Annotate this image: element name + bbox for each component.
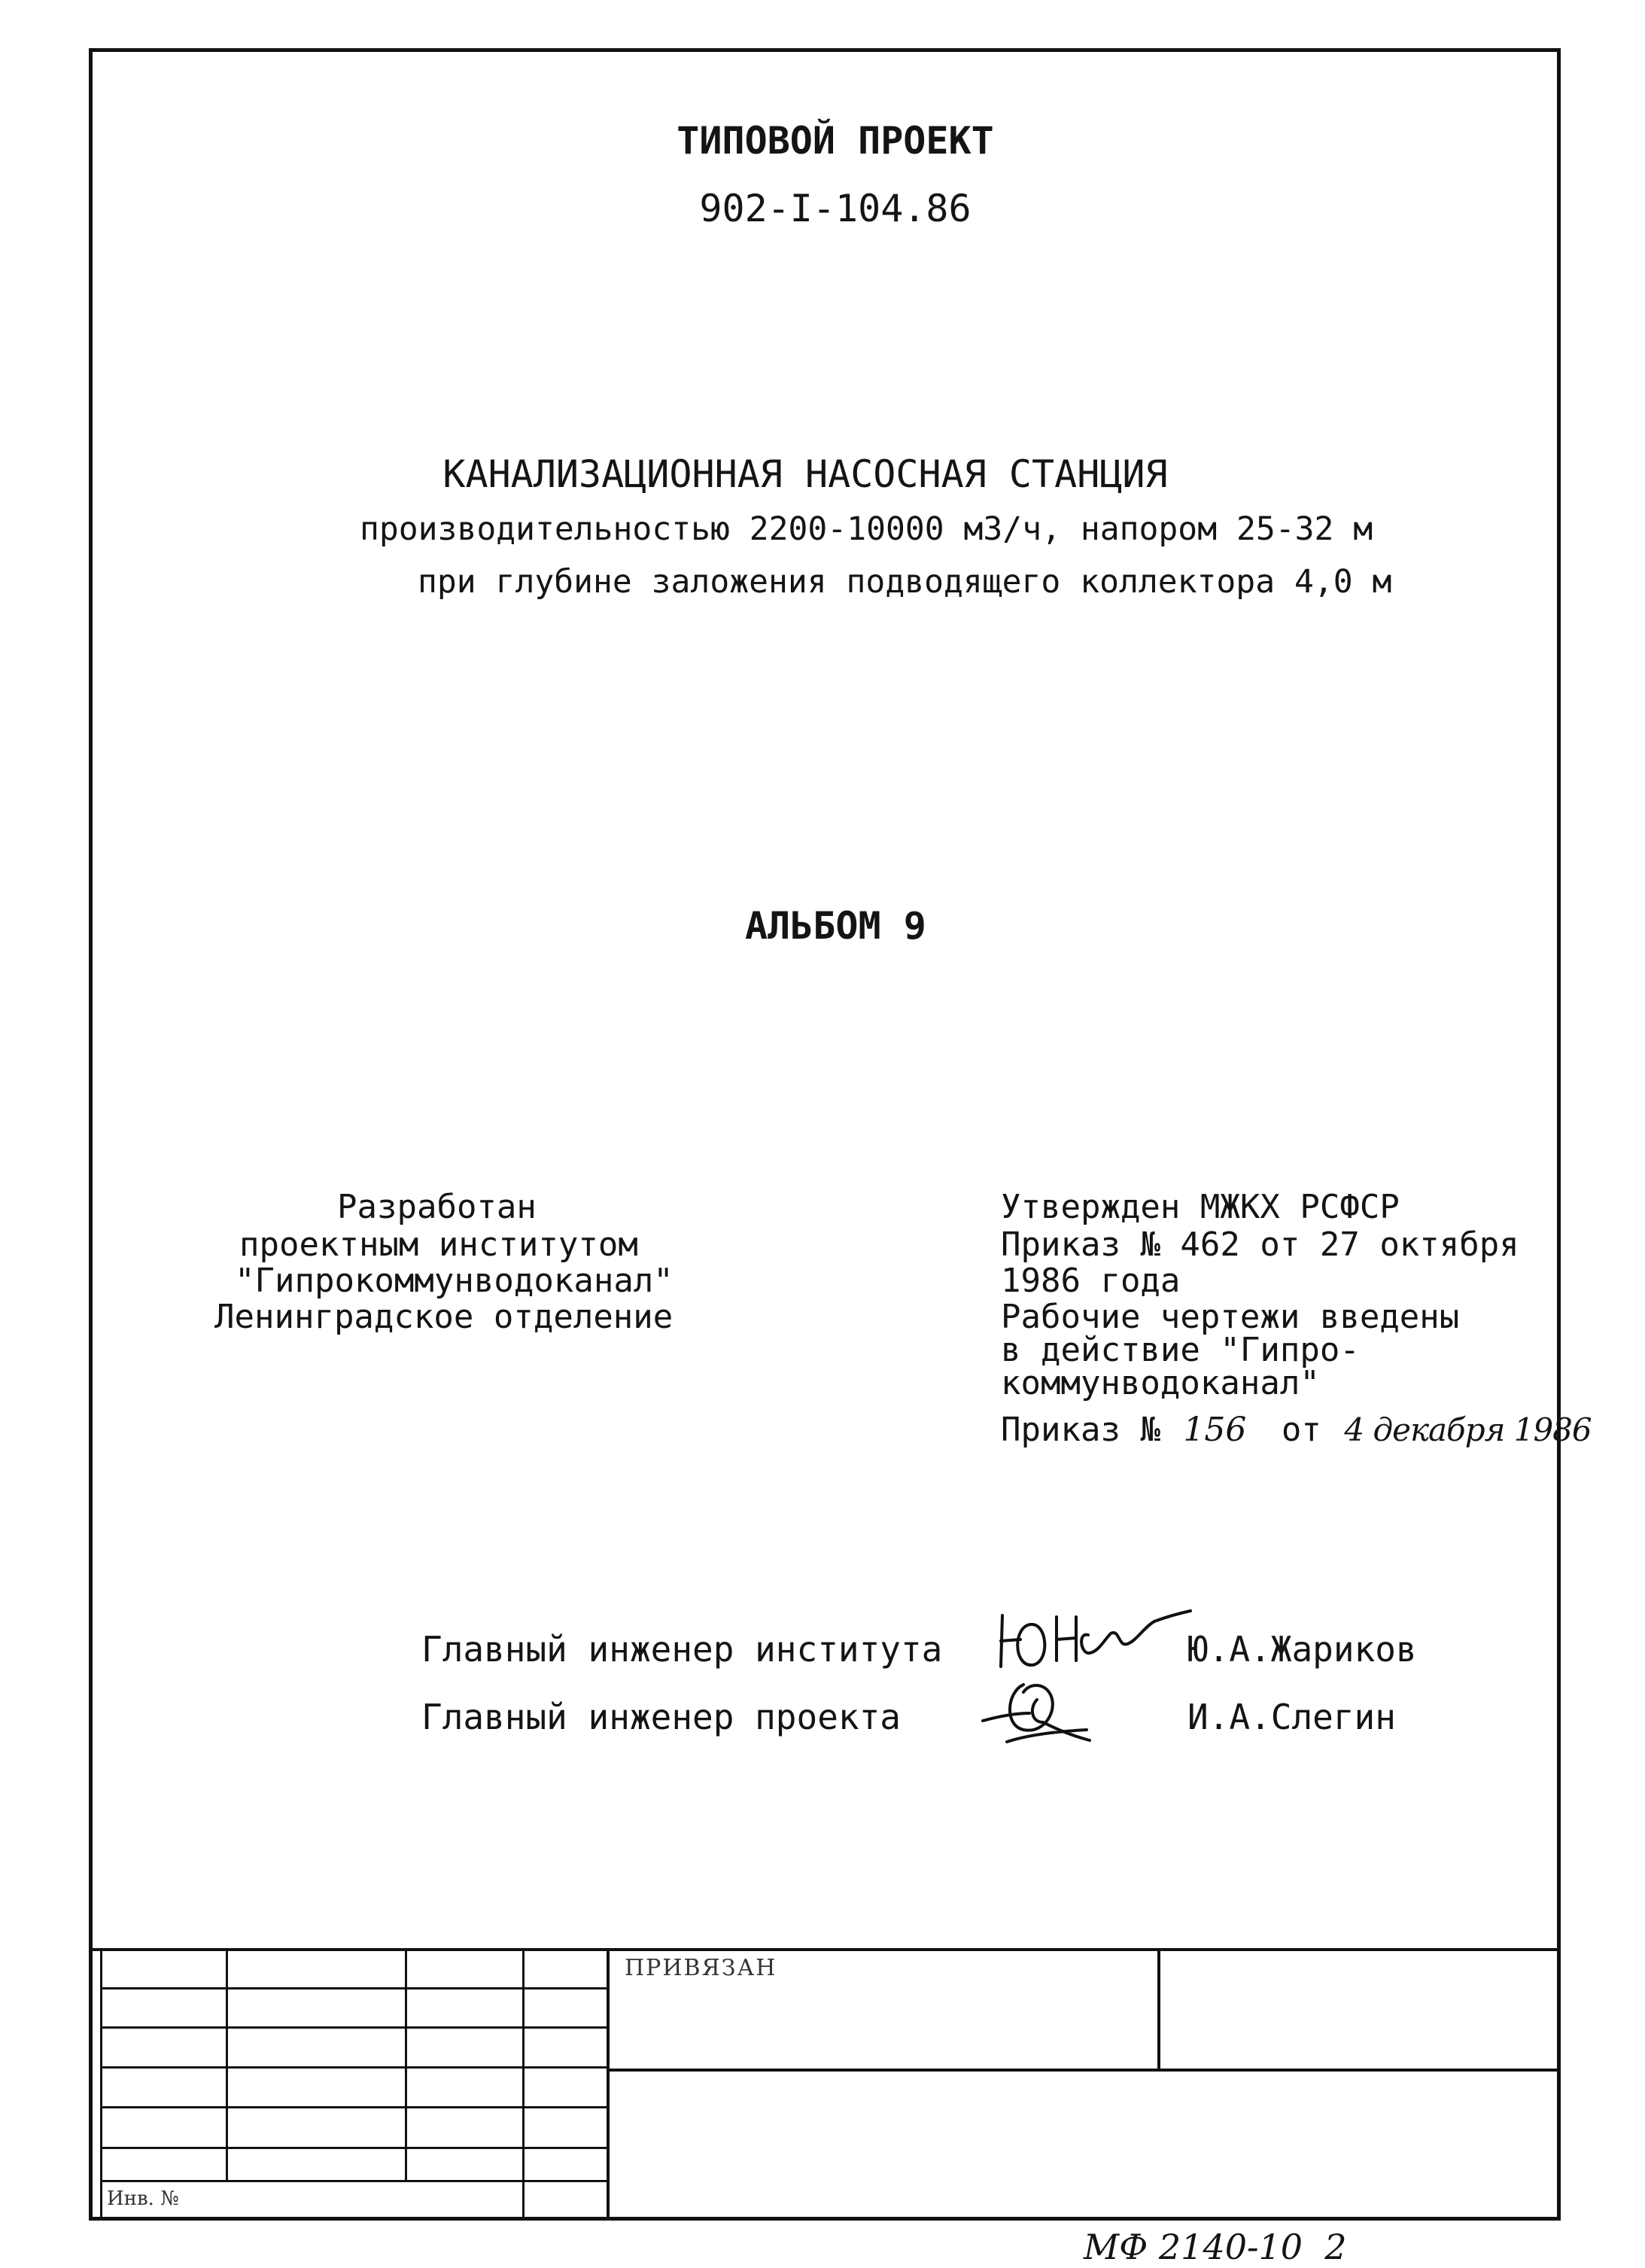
signature-name-1: Ю.А.Жариков: [1187, 1629, 1417, 1670]
signature-mark-chief-engineer-project: [977, 1670, 1105, 1752]
stamp-row-line-1: [100, 1987, 607, 1989]
approval-line-3: 1986 года: [1001, 1262, 1181, 1300]
developer-line-4: Ленинградское отделение: [214, 1298, 674, 1336]
developer-line-1: Разработан: [337, 1188, 537, 1226]
order-from: от: [1281, 1411, 1321, 1449]
approval-line-1: Утвержден МЖКХ РСФСР: [1001, 1188, 1400, 1226]
approval-line-2: Приказ № 462 от 27 октября: [1001, 1225, 1519, 1264]
project-number: 902-I-104.86: [699, 187, 971, 230]
stamp-inv-label: Инв. №: [107, 2187, 179, 2210]
approval-line-4: Рабочие чертежи введены: [1001, 1298, 1460, 1336]
station-title: КАНАЛИЗАЦИОННАЯ НАСОСНАЯ СТАНЦИЯ: [442, 452, 1168, 496]
stamp-col-line-2: [405, 1948, 407, 2181]
order-number-handwritten: 156: [1183, 1411, 1247, 1449]
capacity-line: производительностью 2200-10000 м3/ч, напором 25-32 м: [360, 510, 1373, 548]
approval-line-5: в действие "Гипро-: [1001, 1331, 1360, 1369]
depth-line: при глубине заложения подводящего коллектора 4,0 м: [418, 563, 1392, 601]
signature-role-1: Главный инженер института: [421, 1629, 943, 1670]
frame-bottom: [89, 2217, 1561, 2221]
stamp-left-edge: [100, 1948, 102, 2219]
frame-right: [1557, 48, 1561, 2221]
stamp-row-line-3: [100, 2066, 607, 2069]
signature-mark-chief-engineer-institute: [993, 1594, 1197, 1677]
developer-line-3: "Гипрокоммунводоканал": [235, 1262, 674, 1300]
developer-line-2: проектным институтом: [239, 1225, 638, 1264]
album-label: АЛЬБОМ 9: [745, 904, 926, 948]
stamp-row-line-4: [100, 2106, 607, 2108]
signature-name-2: И.А.Слегин: [1187, 1697, 1396, 1737]
stamp-col-line-4: [607, 1948, 610, 2219]
stamp-row-line-6: [100, 2180, 607, 2182]
signature-role-2: Главный инженер проекта: [421, 1697, 901, 1737]
stamp-privyazan-label: ПРИВЯЗАН: [625, 1955, 777, 1981]
project-type-heading: ТИПОВОЙ ПРОЕКТ: [677, 119, 994, 163]
frame-left: [89, 48, 93, 2221]
order-line: [1001, 1411, 1592, 1449]
order-prefix: Приказ №: [1001, 1411, 1160, 1449]
stamp-col-line-1: [226, 1948, 228, 2181]
order-date-handwritten: 4 декабря 1986: [1344, 1411, 1592, 1448]
approval-line-6: коммунводоканал": [1001, 1364, 1320, 1402]
stamp-mid-border-right: [607, 2069, 1561, 2072]
stamp-row-line-2: [100, 2026, 607, 2029]
stamp-col-line-3: [522, 1948, 525, 2219]
stamp-top-border: [89, 1948, 1561, 1951]
stamp-row-line-5: [100, 2147, 607, 2149]
frame-top: [89, 48, 1561, 52]
stamp-col-line-right: [1157, 1948, 1160, 2070]
footer-document-code: МФ 2140-10 2: [1084, 2227, 1347, 2267]
